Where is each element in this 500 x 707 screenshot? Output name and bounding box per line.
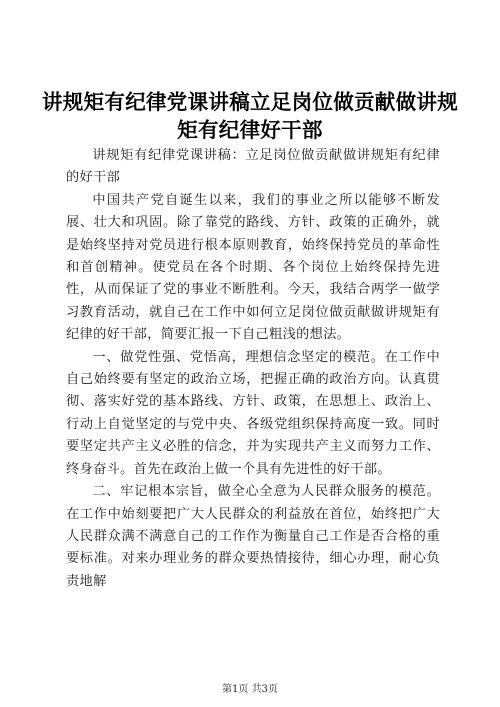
document-body: [66, 145, 440, 593]
document-title: 讲规矩有纪律党课讲稿立足岗位做贡献做讲规矩有纪律好干部: [42, 90, 458, 142]
paragraph-section-one: 一、做党性强、党悟高，理想信念坚定的模范。在工作中自己始终要有坚定的政治立场，把握正确的政治方向。认真贯彻、落实好党的基本路线、方针、政策，在思想上、政治上、行动上自觉坚定的与党中央、各级党组织保持高度一致。同时要坚定共产主义必胜的信念，并为实现共产主义而努力工作、终身奋斗。首先在政治上做一个具有先进性的好干部。: [66, 349, 440, 477]
paragraph-intro: 中国共产党自诞生以来，我们的事业之所以能够不断发展、壮大和巩固。除了靠党的路线、方针、政策的正确外，就是始终坚持对党员进行根本原则教育，始终保持党员的革命性和首创精神。使党员在各个时期、各个岗位上始终保持先进性，从而保证了党的事业不断胜利。今天，我结合两学一做学习教育活动，就自己在工作中如何立足岗位做贡献做讲规矩有纪律的好干部，简要汇报一下自己粗浅的想法。: [66, 192, 440, 343]
paragraph-subtitle: 讲规矩有纪律党课讲稿：立足岗位做贡献做讲规矩有纪律的好干部: [66, 148, 440, 186]
page-number-footer: 第1页 共3页: [222, 684, 278, 695]
paragraph-section-two: 二、牢记根本宗旨，做全心全意为人民群众服务的模范。在工作中始刻要把广大人民群众的利益放在首位，始终把广大人民群众满不满意自己的工作作为衡量自己工作是否合格的重要标准。对来办理业务的群众要热情接待，细心办理，耐心负责地解: [66, 484, 440, 589]
